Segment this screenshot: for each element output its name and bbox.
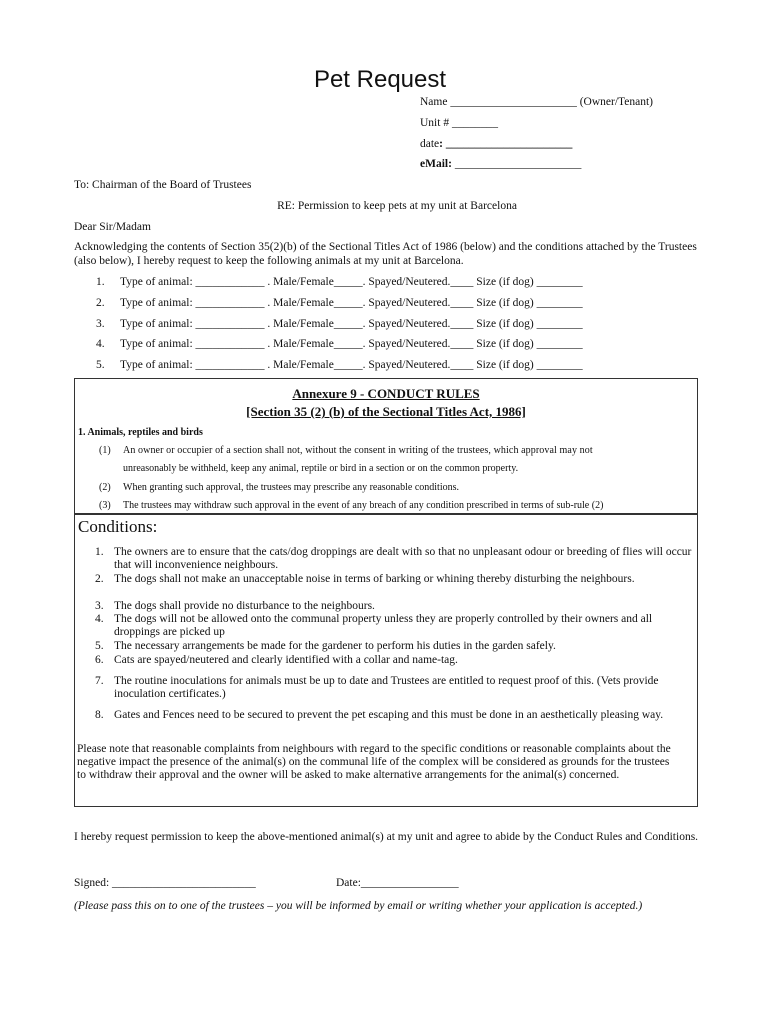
pet-number: 3. [96,318,105,330]
section-heading: 1. Animals, reptiles and birds [78,427,203,438]
salutation: Dear Sir/Madam [74,221,151,233]
pet-line[interactable]: Type of animal: ____________ . Male/Female_____. Spayed/Neutered.____ Size (if dog) ________ [120,297,583,309]
rule-text: An owner or occupier of a section shall not, without the consent in writing of the trustees, which approval may not [123,445,593,456]
rule-number: (1) [99,445,111,456]
rule-text: unreasonably be withheld, keep any animal, reptile or bird in a section or on the common property. [123,463,519,474]
conditions-note: Please note that reasonable complaints from neighbours with regard to the specific conditions or reasonable complaints about the negative impact the presence of the animal(s) on the communal life of the complex will be considered as grounds for the trustees to withdraw their approval and the owner will be asked to make alternative arrangements for the animal(s) concerned. [77,743,671,781]
intro-paragraph: Acknowledging the contents of Section 35(2)(b) of the Sectional Titles Act of 1986 (below) and the conditions attached by the Trustees (also below), I hereby request to keep the following animals at my unit at Barcelona. [74,241,697,267]
pet-number: 4. [96,338,105,350]
request-statement: I hereby request permission to keep the above-mentioned animal(s) at my unit and agree to abide by the Conduct Rules and Conditions. [74,831,699,843]
rule-text: When granting such approval, the trustees may prescribe any reasonable conditions. [123,482,460,493]
page-title: Pet Request [313,66,447,93]
date-label: date [420,138,440,150]
email-label: eMail: [420,158,452,170]
rule-number: (2) [99,482,111,493]
condition-text: The necessary arrangements be made for the gardener to perform his duties in the garden safely. [114,640,556,652]
condition-text: The dogs shall provide no disturbance to the neighbours. [114,600,375,612]
condition-text: The dogs will not be allowed onto the communal property unless they are properly controlled by their owners and all droppings are picked up [114,613,653,638]
annexure-subtitle: [Section 35 (2) (b) of the Sectional Titles Act, 1986] [246,404,526,419]
signature-field[interactable]: Signed: _________________________ [74,877,256,889]
footnote: (Please pass this on to one of the trustees – you will be informed by email or writing whether your application is accepted.) [74,900,643,912]
pet-number: 5. [96,359,105,371]
condition-number: 6. [95,654,104,666]
condition-text: The owners are to ensure that the cats/dog droppings are dealt with so that no unpleasant odour or breeding of flies will occur that will inconvenience neighbours. [114,546,692,571]
condition-text: The routine inoculations for animals must be up to date and Trustees are entitled to request proof of this. (Vets provide inoculation certificates.) [114,675,659,700]
date-field[interactable] [420,138,572,150]
conduct-rules-box [74,378,698,514]
conditions-box [74,514,698,807]
pet-line[interactable]: Type of animal: ____________ . Male/Female_____. Spayed/Neutered.____ Size (if dog) ________ [120,318,583,330]
pet-line[interactable]: Type of animal: ____________ . Male/Female_____. Spayed/Neutered.____ Size (if dog) ________ [120,276,583,288]
condition-number: 1. [95,546,104,558]
pet-number: 1. [96,276,105,288]
name-field[interactable]: Name ______________________ (Owner/Tenant) [420,96,653,108]
condition-text: Cats are spayed/neutered and clearly identified with a collar and name-tag. [114,654,458,666]
date-blank: : ______________________ [439,138,573,150]
rule-number: (3) [99,500,111,511]
condition-text: Gates and Fences need to be secured to prevent the pet escaping and this must be done in an aesthetically pleasing way. [114,709,664,721]
condition-number: 8. [95,709,104,721]
condition-number: 2. [95,573,104,585]
condition-text: The dogs shall not make an unacceptable noise in terms of barking or whining thereby disturbing the neighbours. [114,573,635,585]
re-line: RE: Permission to keep pets at my unit at Barcelona [277,200,517,212]
email-blank: ______________________ [451,158,582,170]
condition-number: 4. [95,613,104,625]
rule-text: The trustees may withdraw such approval in the event of any breach of any condition prescribed in terms of sub-rule (2) [123,500,604,511]
annexure-title: Annexure 9 - CONDUCT RULES [292,386,480,401]
unit-field[interactable]: Unit # ________ [420,117,498,129]
signature-date-field[interactable]: Date:_________________ [336,877,459,889]
condition-number: 5. [95,640,104,652]
conditions-title: Conditions: [78,517,158,536]
condition-number: 3. [95,600,104,612]
pet-number: 2. [96,297,105,309]
to-line: To: Chairman of the Board of Trustees [74,179,252,191]
pet-line[interactable]: Type of animal: ____________ . Male/Female_____. Spayed/Neutered.____ Size (if dog) ________ [120,359,583,371]
email-field[interactable] [420,158,581,170]
condition-number: 7. [95,675,104,687]
pet-line[interactable]: Type of animal: ____________ . Male/Female_____. Spayed/Neutered.____ Size (if dog) ________ [120,338,583,350]
